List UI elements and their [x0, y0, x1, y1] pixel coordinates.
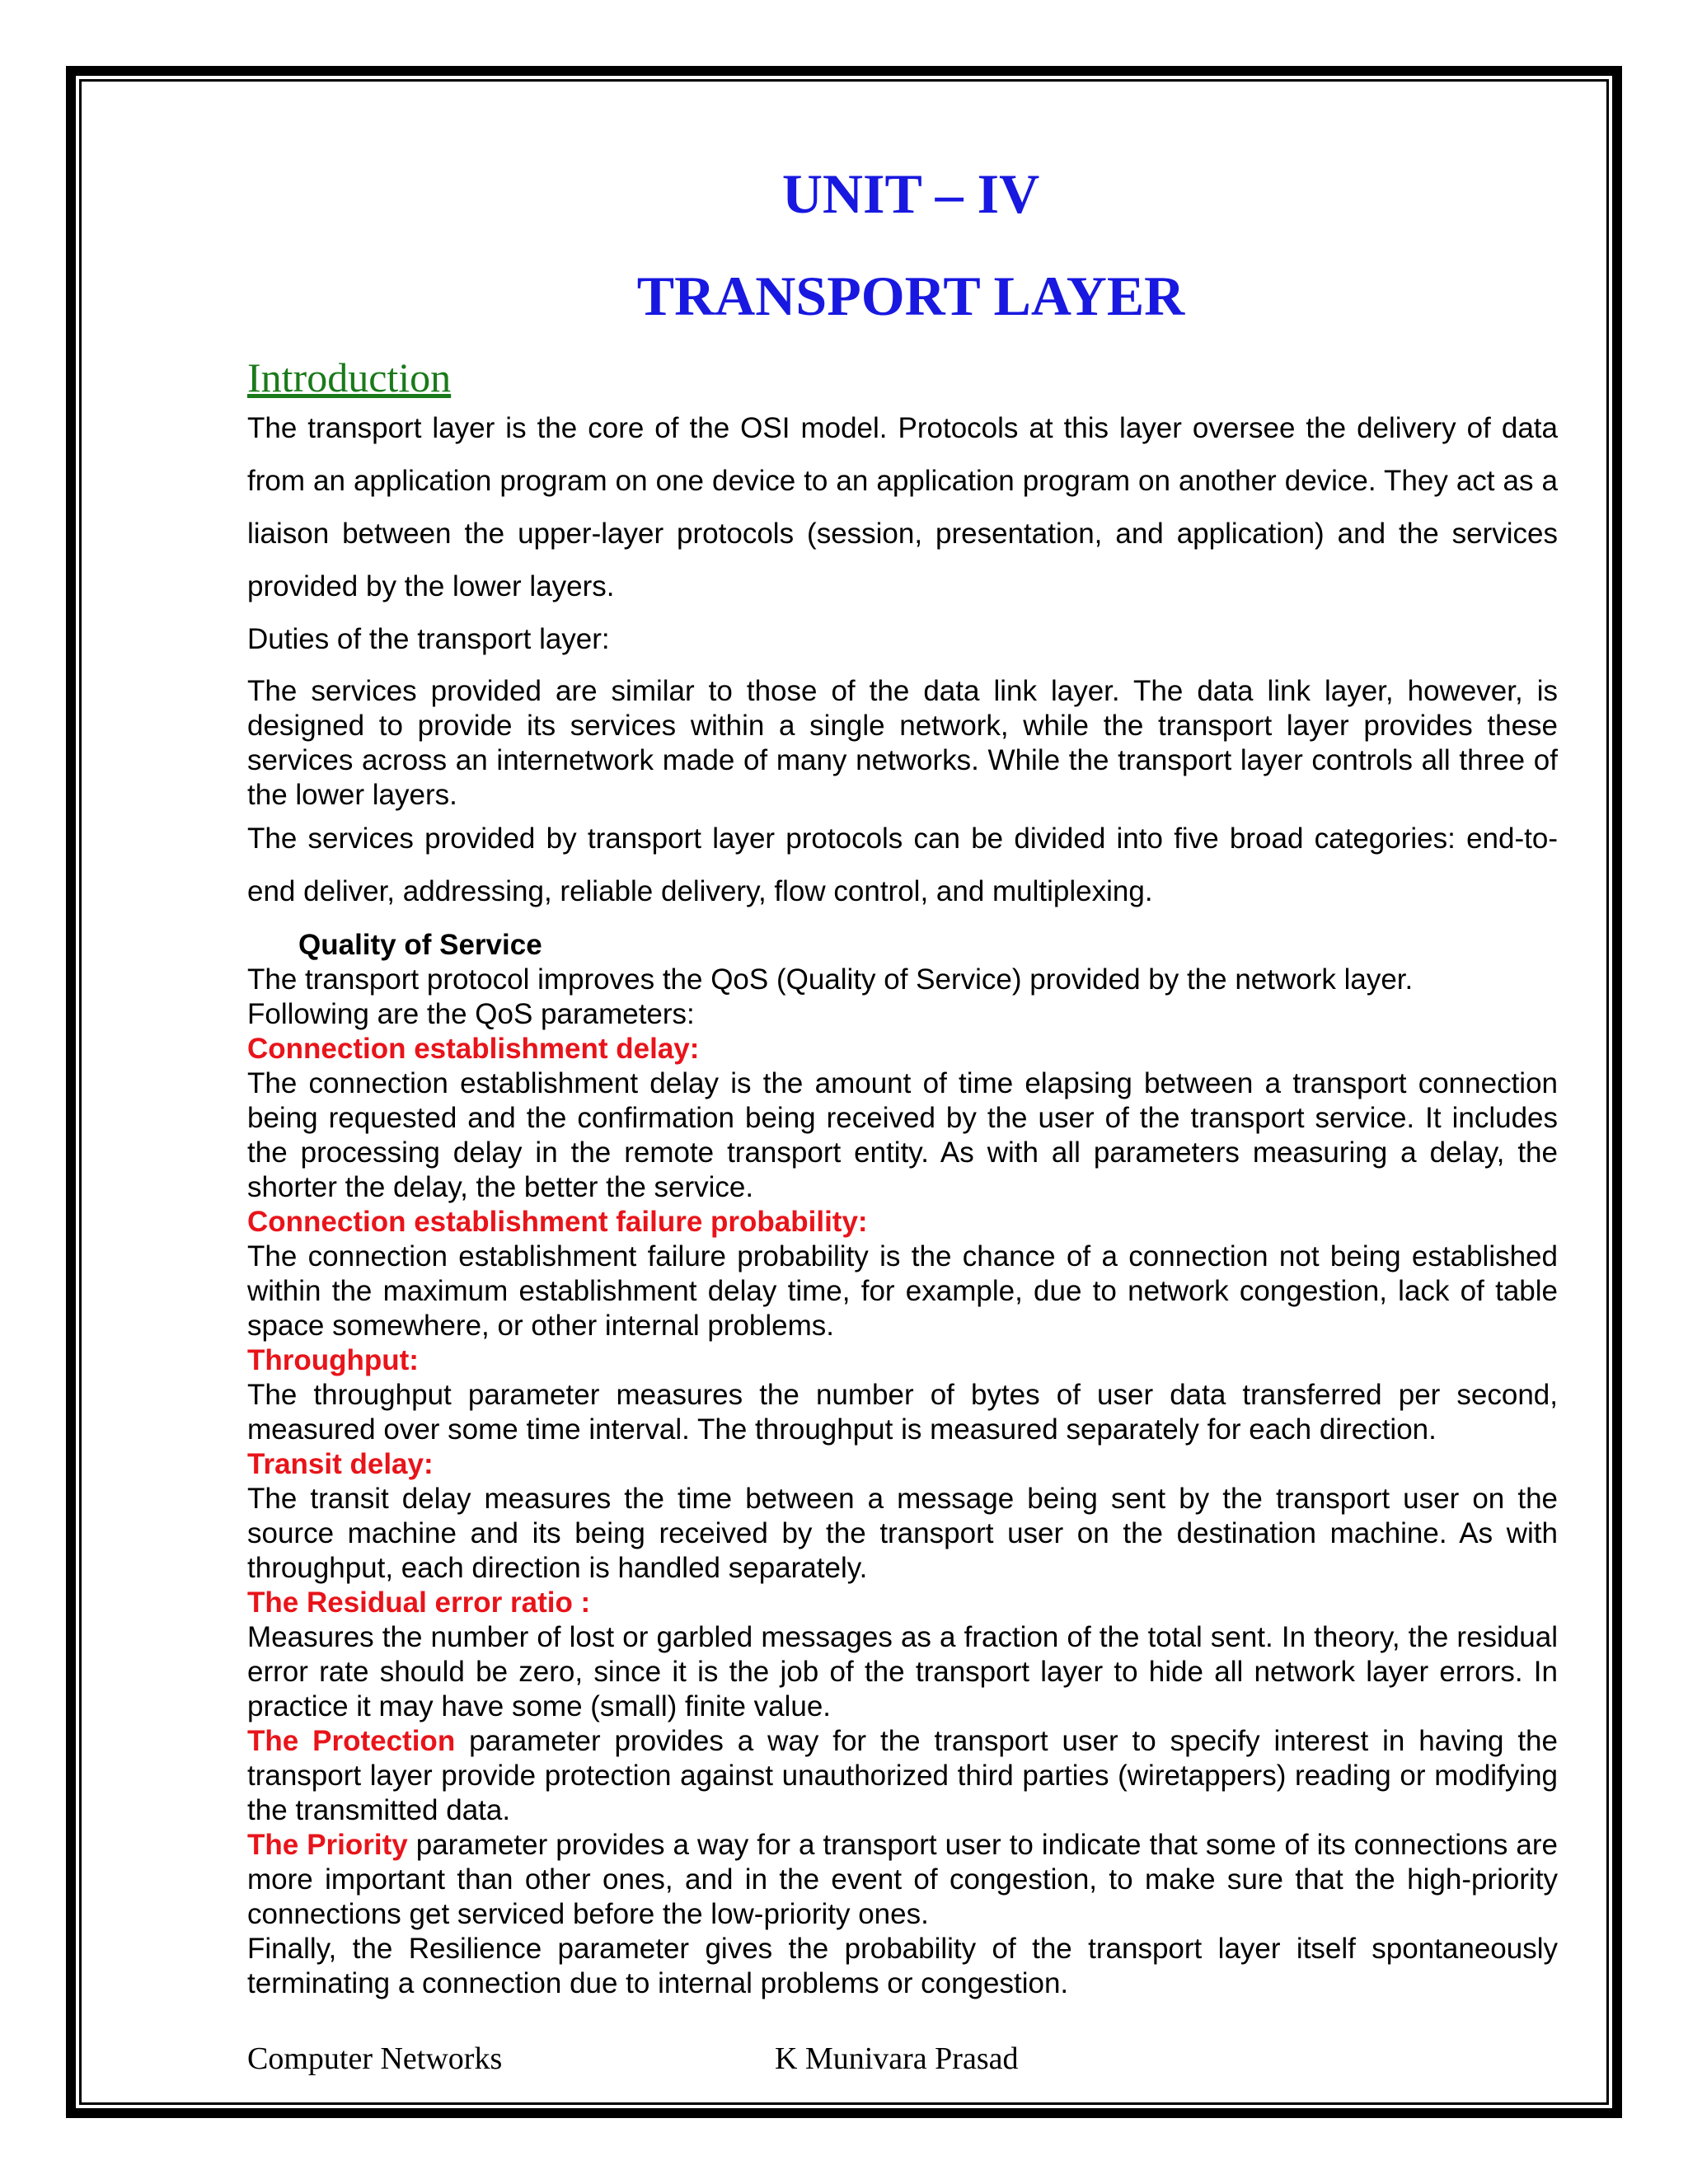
qos-line-1: The transport protocol improves the QoS (Quality of Service) provided by the network layer. [247, 963, 1414, 996]
residual-text: Measures the number of lost or garbled messages as a fraction of the total sent. In theory, the residual error rate should be zero, since it is the job of the transport layer to hide all network layer errors. In practice it may have some (small) finite value. [247, 1621, 1558, 1722]
intro-paragraph: The transport layer is the core of the OSI model. Protocols at this layer oversee the delivery of data from an application program on one device to an application program on another device. They act as a liaison between the upper-layer protocols (session, presentation, and application) and the services provided by the lower layers. [247, 412, 1558, 602]
unit-title: UNIT – IV [781, 162, 1040, 225]
resilience-text: Finally, the Resilience parameter gives the probability of the transport layer itself spontaneously terminating a connection due to internal problems or congestion. [247, 1933, 1558, 1999]
qos-heading: Quality of Service [298, 929, 542, 961]
protection-paragraph [247, 1724, 1558, 1828]
conn-delay-title: Connection establishment delay: [247, 1033, 700, 1065]
qos-line-2: Following are the QoS parameters: [247, 998, 695, 1030]
introduction-heading: Introduction [247, 354, 452, 401]
throughput-text: The throughput parameter measures the number of bytes of user data transferred per second, measured over some time interval. The throughput is measured separately for each direction. [247, 1379, 1558, 1446]
priority-title: The Priority [247, 1829, 408, 1861]
conn-delay-text: The connection establishment delay is the amount of time elapsing between a transport connection being requested and the confirmation being received by the user of the transport service. It includes the processing delay in the remote transport entity. As with all parameters measuring a delay, the shorter the delay, the better the service. [247, 1067, 1558, 1203]
footer-course: Computer Networks [247, 2041, 503, 2076]
priority-paragraph [247, 1828, 1558, 1932]
transit-title: Transit delay: [247, 1448, 434, 1480]
duties-label: Duties of the transport layer: [247, 623, 610, 655]
transit-text: The transit delay measures the time between a message being sent by the transport user on the source machine and its being received by the transport user on the destination machine. As with throughput, each direction is handled separately. [247, 1483, 1558, 1584]
categories-paragraph: The services provided by transport layer protocols can be divided into five broad categories: end-to-end deliver, addressing, reliable delivery, flow control, and multiplexing. [247, 823, 1558, 907]
priority-text: parameter provides a way for a transport user to indicate that some of its connections are more important than other ones, and in the event of congestion, to make sure that the high-priority connections get serviced before the low-priority ones. [247, 1829, 1558, 1930]
conn-fail-text: The connection establishment failure probability is the chance of a connection not being established within the maximum establishment delay time, for example, due to network congestion, lack of table space somewhere, or other internal problems. [247, 1240, 1558, 1342]
page-title: TRANSPORT LAYER [636, 265, 1185, 327]
protection-title: The Protection [247, 1725, 456, 1757]
services-paragraph: The services provided are similar to those of the data link layer. The data link layer, however, is designed to provide its services within a single network, while the transport layer provides these services across an internetwork made of many networks. While the transport layer controls all three of the lower layers. [247, 675, 1558, 811]
residual-title: The Residual error ratio : [247, 1586, 591, 1619]
page-content [247, 140, 1558, 2001]
conn-fail-title: Connection establishment failure probability: [247, 1206, 868, 1238]
footer-author: K Munivara Prasad [775, 2041, 1019, 2076]
throughput-title: Throughput: [247, 1344, 419, 1376]
protection-text: parameter provides a way for the transport user to specify interest in having the transport layer provide protection against unauthorized third parties (wiretappers) reading or modifying the transmitted data. [247, 1725, 1558, 1826]
